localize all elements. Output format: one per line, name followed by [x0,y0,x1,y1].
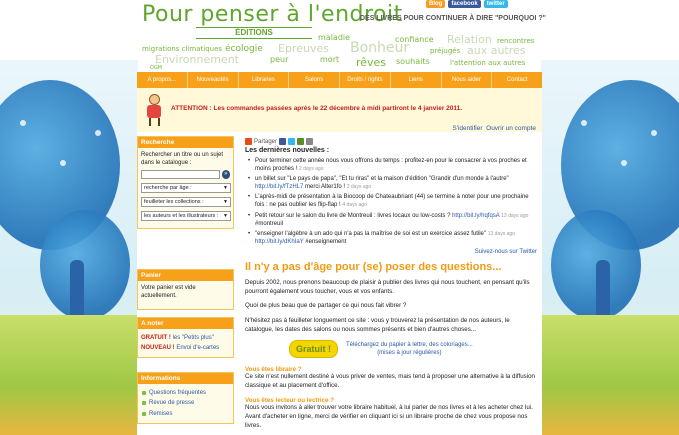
news-item: • Petit retour sur le salon du livre de Montreuil : livres locaux ou low-costs ? http://bit.ly/hqfqsA 13 days ago #montreuil [245,212,537,228]
note-box-title: A noter [138,318,233,329]
tag-word: rêves [356,56,387,69]
news-link[interactable]: http://bit.ly/fTzHL7 [255,184,304,191]
tag-word: Environnement [155,53,239,66]
tag-word: migrations climatiques [142,45,223,53]
site-logo[interactable]: Pour penser à l'endroit [142,2,403,27]
notice-text: ATTENTION : Les commandes passées après le 22 décembre à midi partiront le 4 janvier 2011. [171,105,463,112]
left-illustration [0,60,138,435]
tag-word: Relation [447,33,492,46]
gratuit-badge[interactable]: Gratuit ! [289,340,338,358]
cart-text: Votre panier est vide actuellement. [141,285,196,300]
bookseller-paragraph: Ce site n'est nullement destiné à vous priver de ventes, mais tend à proposer une alternative à la diffusion classique et au placement d'office. [245,373,535,389]
reader-heading: Vous êtes lecteur ou lectrice ? [245,396,334,404]
note-box [137,317,234,358]
freebies-promo [289,340,537,358]
tag-word: Epreuves [278,42,329,55]
page-body [137,88,542,435]
tag-word: maladie [318,33,351,42]
news-item: • "enseigner l'algèbre à un ado qui n'a pas la maîtrise de soi est un exercice assez futile" 13 days ago http://bit.ly/dKhIaY #enseignement [245,230,537,246]
petits-plus-link[interactable]: les "Petits plus" [172,335,214,342]
freebies-note: (mises à jour régulières) [377,350,442,357]
search-box [137,136,234,229]
login-link[interactable]: S'identifier [452,125,483,132]
news-link[interactable]: http://bit.ly/hqfqsA [452,212,500,219]
intro-paragraph: N'hésitez pas à feuilleter longuement ce site : vous y trouverez la présentation de nos auteurs, le catalogue, les dates des salons ou nous sommes présents et bien d'autres choses... [245,316,510,333]
note-free-label: GRATUIT ! [141,335,171,342]
info-link[interactable]: Remises [141,410,230,418]
account-links [452,125,536,132]
info-box-title: Informations [138,373,233,384]
age-select[interactable]: recherche par âge : ▼ [141,183,231,193]
nav-item-nouveautes[interactable]: Nouveautés [188,72,239,88]
chevron-down-icon: ▼ [223,185,228,192]
twitter-icon[interactable] [288,138,295,145]
info-link[interactable]: Questions fréquentes [141,389,230,397]
nav-item-contact[interactable]: Contact [506,77,528,83]
share-label[interactable]: Partager [254,138,278,145]
main-content [245,138,537,435]
main-nav [137,72,542,88]
signup-link[interactable]: Ouvrir un compte [486,125,536,132]
social-links [426,0,508,8]
share-bar [245,138,537,145]
nav-item-droits[interactable]: Droits / rights [340,72,391,88]
blog-link[interactable]: Blog [426,0,445,8]
tag-word: peur [270,55,289,64]
tag-word: confiance [395,35,434,44]
tag-word: Bonheur [350,40,410,56]
tag-word: rencontres [497,37,535,45]
notice-banner [137,88,542,132]
news-item: • L'après-midi de présentation à la Biocoop de Chateaubriant (44) se termine à noter pour une prochaine fois : ne pas oublier les flip-flap ! 4 days ago [245,193,537,209]
cart-box-title: Panier [138,270,233,281]
search-submit-button[interactable]: » [222,170,230,179]
nav-item-a-propos[interactable]: A propos... [137,72,188,88]
nav-item-nous-aider[interactable]: Nous aider [442,72,493,88]
news-list [245,157,537,246]
reader-paragraph: Avant d'acheter en ligne, merci de vérifier en cliquant ici si un libraire proche de chez vous propose nos livres. [245,413,528,429]
search-box-title: Recherche [138,137,233,148]
email-icon[interactable] [297,138,304,145]
bookseller-heading: Vous êtes libraire ? [245,366,302,374]
facebook-link[interactable]: facebook [448,0,480,8]
tag-word: mort [320,55,340,64]
logo-editions: ÉDITIONS [196,27,312,39]
info-box [137,372,234,423]
tag-word: aux autres [467,44,526,57]
tag-word: l'attention aux autres [450,59,526,67]
twitter-link[interactable]: twitter [484,0,508,8]
share-icon[interactable] [245,138,252,145]
print-icon[interactable] [306,138,313,145]
authors-select[interactable]: les auteurs et les illustrateurs : ▼ [141,211,231,221]
mascot-illustration [143,94,165,126]
nav-item-liens[interactable]: Liens [391,72,442,88]
freebies-link[interactable]: Téléchargez du papier à lettre, des coloriages... [346,342,473,349]
site-tagline: DES LIVRES POUR CONTINUER À DIRE "POURQUOI ?" [360,15,546,22]
news-item: • un billet sur "Le pays de papa", "Et tu riras" et la maison d'édition "Grandir d'un monde à l'autre" http://bit.ly/fTzHL7 merci Alter1fo ! 3 days ago [245,175,537,191]
twitter-follow-link[interactable]: Suivez-nous sur Twitter [474,248,537,255]
news-link[interactable]: http://bit.ly/dKhIaY [255,238,304,245]
reader-paragraph: Nous vous invitons à aller trouver votre libraire habituel, à lui parler de nos livres et à les acheter chez lui. [245,403,533,411]
nav-item-libraires[interactable]: Libraires [239,72,290,88]
tag-word: OGM [150,65,163,71]
news-title: Les dernières nouvelles : [245,147,330,154]
facebook-icon[interactable] [279,138,286,145]
page-headline: Il n'y a pas d'âge pour (se) poser des questions... [245,260,502,273]
search-intro: Rechercher un titre ou un sujet dans le catalogue : [141,152,224,167]
search-input[interactable] [141,170,220,179]
ecards-link[interactable]: Envoi d'e-cartes [176,345,220,352]
nav-item-salons[interactable]: Salons [289,72,340,88]
left-sidebar [137,136,234,431]
intro-paragraph: Quoi de plus beau que de partager ce qui nous fait vibrer ? [245,302,407,310]
tag-word: préjugés [430,47,461,55]
note-new-label: NOUVEAU ! [141,345,175,352]
chevron-down-icon: ▼ [223,199,228,206]
site-header [0,0,679,72]
chevron-down-icon: ▼ [223,213,228,220]
collections-select[interactable]: feuilleter les collections : ▼ [141,197,231,207]
news-item: • Pour terminer cette année nous vous offrons du temps : profitez-en pour le consacrer à vos proches et moins proches ! 2 days ago [245,157,537,173]
tag-word: écologie [225,44,263,54]
right-illustration [541,60,679,435]
info-link[interactable]: Revue de presse [141,399,230,407]
tag-word: souhaits [396,57,430,66]
intro-paragraph: Depuis 2002, nous prenons beaucoup de plaisir à publier des livres qui nous touchent, en pensant qu'ils pourront également vous toucher, vous et vos enfants. [245,278,530,295]
cart-box [137,269,234,310]
